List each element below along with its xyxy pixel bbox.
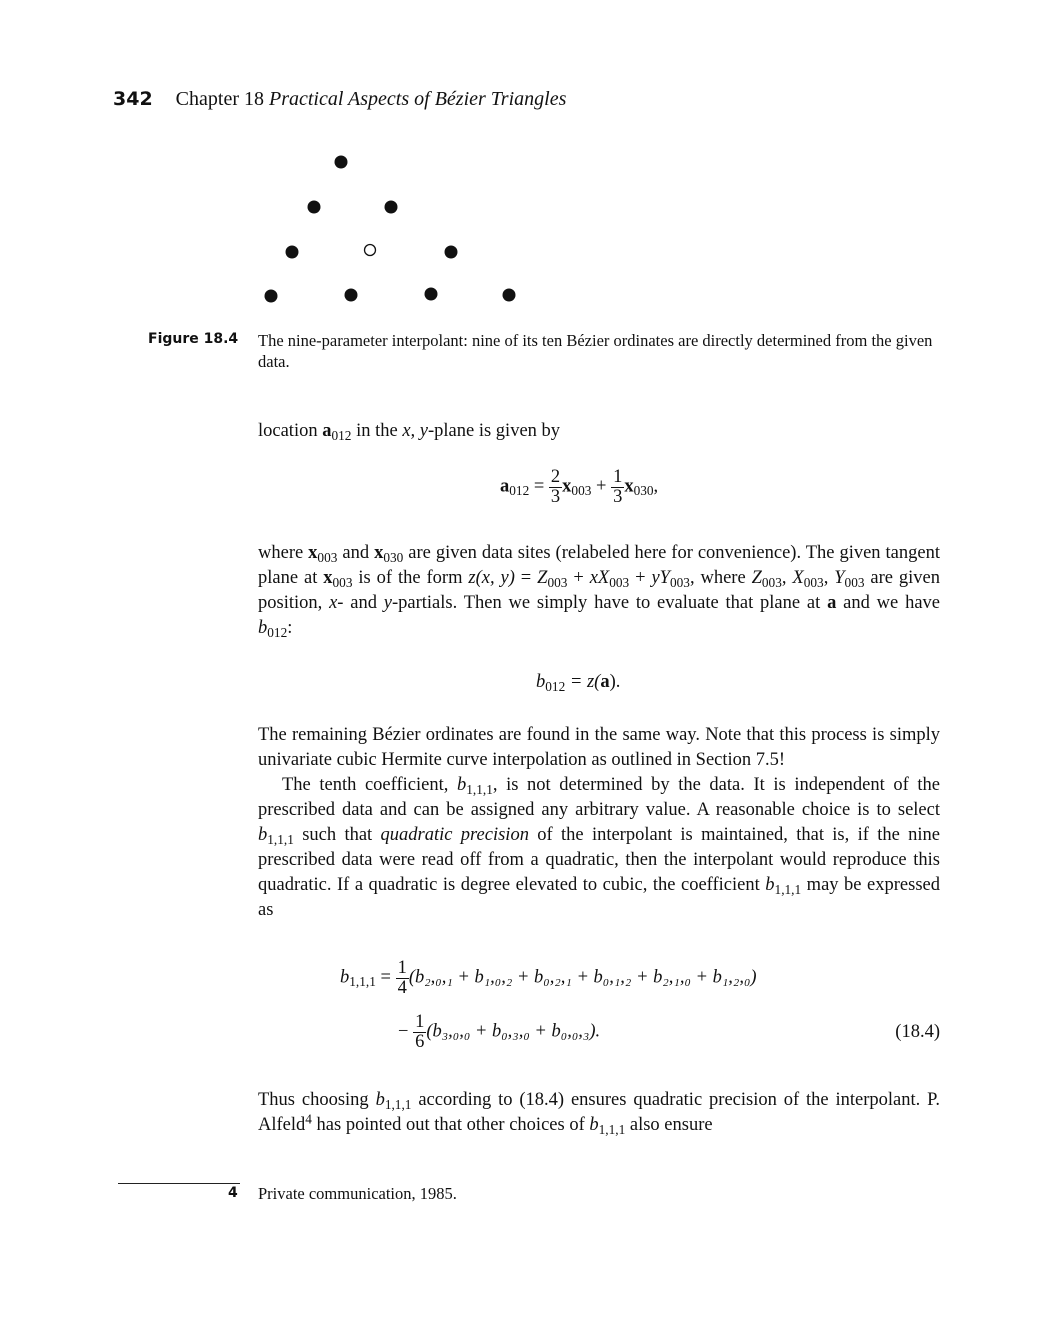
chapter-title: Practical Aspects of Bézier Triangles <box>268 88 567 110</box>
ordinate-dot <box>503 289 516 302</box>
ordinate-dot <box>445 246 458 259</box>
running-header <box>113 88 566 111</box>
ordinate-dot <box>385 201 398 214</box>
ordinate-dot <box>308 201 321 214</box>
ordinate-dot <box>265 290 278 303</box>
footnote-text: Private communication, 1985. <box>258 1184 457 1203</box>
fraction: $\frac{1}{4}$ <box>397 958 407 998</box>
paragraph: where $x_{003}$ and $x_{030}$ are given data sites (relabeled here for convenience). The given tangent plane at $x_{003}$ is of the form z(x, $y) = Z_{003} + xX_{003} + yY_{003}$, where $Z_{003}$, $X_{003}$, $Y_{003}$ are given position, x- and y-partials. Then we simply have to evaluate that plane at a and we have $b_{012}$: <box>258 543 941 640</box>
fraction: $\frac{2}{3}$ <box>550 467 561 507</box>
paragraph: location $a_{012}$ in the x, y-plane is given by <box>258 421 561 443</box>
paragraph: The remaining Bézier ordinates are found in the same way. Note that this process is simply univariate cubic Hermite curve interpolation as outlined in Section 7.5! The tenth coefficient, $b_{1,1,1}$, is not determined by the data. It is independent of the prescribed data and can be assigned any arbitrary value. A reasonable choice is to select $b_{1,1,1}$ such that quadratic precision of the interpolant is maintained, that is, if the nine prescribed data were read off from a quadratic, then the interpolant would reproduce this quadratic. If a quadratic is degree elevated to cubic, the coefficient $b_{1,1,1}$ may be expressed as <box>258 725 940 920</box>
fraction: $\frac{1}{6}$ <box>415 1012 425 1052</box>
ordinate-dot <box>345 289 358 302</box>
ordinate-dot <box>335 156 348 169</box>
figure-label: Figure 18.4 <box>148 331 239 347</box>
chapter-label: Chapter 18 <box>175 88 264 110</box>
footnote-divider <box>118 1183 240 1184</box>
equation-number: (18.4) <box>895 1022 940 1042</box>
bezier-ordinates-figure <box>260 150 530 310</box>
figure-caption: The nine-parameter interpolant: nine of its ten Bézier ordinates are directly determined from the given data. <box>258 331 933 371</box>
center-ordinate-open-circle <box>365 245 376 256</box>
ordinate-dot <box>286 246 299 259</box>
equation-b111-line2: − $\frac{1}{6}$ (b₃,₀,₀ + b₀,₃,₀ + b₀,₀,₃). <box>398 1012 601 1052</box>
footnote-mark: 4 <box>228 1185 238 1201</box>
equation-a012: $a_{012}$ = $\frac{2}{3}$ $x_{003}$ + $\frac{1}{3}$ $x_{030}$, <box>500 467 659 507</box>
equation-b012: $b_{012} = z(a)$. <box>536 672 621 694</box>
paragraph: Thus choosing $b_{1,1,1}$ according to (18.4) ensures quadratic precision of the interpolant. P. Alfeld$^4$ has pointed out that other choices of $b_{1,1,1}$ also ensure <box>258 1090 940 1137</box>
page-number: 342 <box>113 88 153 110</box>
ordinate-dot <box>425 288 438 301</box>
equation-b111-line1: $b_{1,1,1}$ = $\frac{1}{4}$ (b₂,₀,₁ + b₁,₀,₂ + b₀,₂,₁ + b₀,₁,₂ + b₂,₁,₀ + b₁,₂,₀) <box>340 958 757 998</box>
fraction: $\frac{1}{3}$ <box>613 467 623 507</box>
